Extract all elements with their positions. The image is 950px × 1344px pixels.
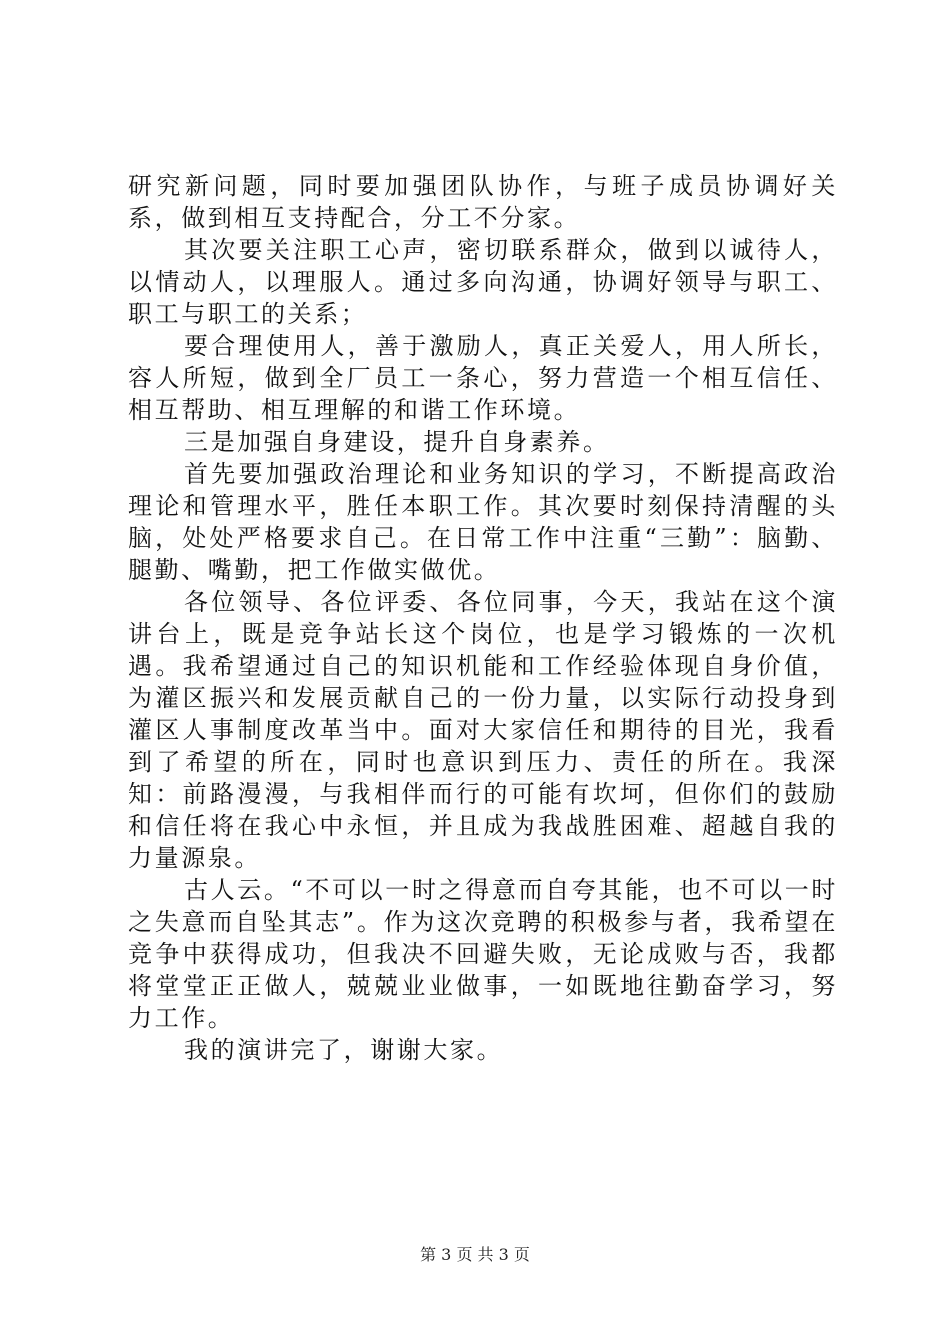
paragraph-1: 研究新问题，同时要加强团队协作，与班子成员协调好关系，做到相互支持配合，分工不分家。 — [128, 172, 838, 232]
paragraph-5: 首先要加强政治理论和业务知识的学习，不断提高政治理论和管理水平，胜任本职工作。其次要时刻保持清醒的头脑，处处严格要求自己。在日常工作中注重“三勤”：脑勤、腿勤、嘴勤，把工作做实做优。 — [128, 460, 838, 584]
document-body — [128, 170, 838, 1066]
paragraph-6: 各位领导、各位评委、各位同事，今天，我站在这个演讲台上，既是竞争站长这个岗位，也是学习锻炼的一次机遇。我希望通过自己的知识机能和工作经验体现自身价值，为灌区振兴和发展贡献自己的一份力量，以实际行动投身到灌区人事制度改革当中。面对大家信任和期待的目光，我看到了希望的所在，同时也意识到压力、责任的所在。我深知：前路漫漫，与我相伴而行的可能有坎坷，但你们的鼓励和信任将在我心中永恒，并且成为我战胜困难、超越自我的力量源泉。 — [128, 588, 838, 872]
paragraph-8: 我的演讲完了，谢谢大家。 — [184, 1036, 504, 1064]
paragraph-4: 三是加强自身建设，提升自身素养。 — [184, 428, 610, 456]
paragraph-7: 古人云。“不可以一时之得意而自夸其能，也不可以一时之失意而自坠其志”。作为这次竞聘的积极参与者，我希望在竞争中获得成功，但我决不回避失败，无论成败与否，我都将堂堂正正做人，兢兢业业做事，一如既地往勤奋学习，努力工作。 — [128, 876, 838, 1032]
page-number-footer: 第 3 页 共 3 页 — [420, 1245, 530, 1264]
paragraph-2: 其次要关注职工心声，密切联系群众，做到以诚待人，以情动人，以理服人。通过多向沟通，协调好领导与职工、职工与职工的关系； — [128, 236, 838, 328]
paragraph-3: 要合理使用人，善于激励人，真正关爱人，用人所长，容人所短，做到全厂员工一条心，努力营造一个相互信任、相互帮助、相互理解的和谐工作环境。 — [128, 332, 838, 424]
